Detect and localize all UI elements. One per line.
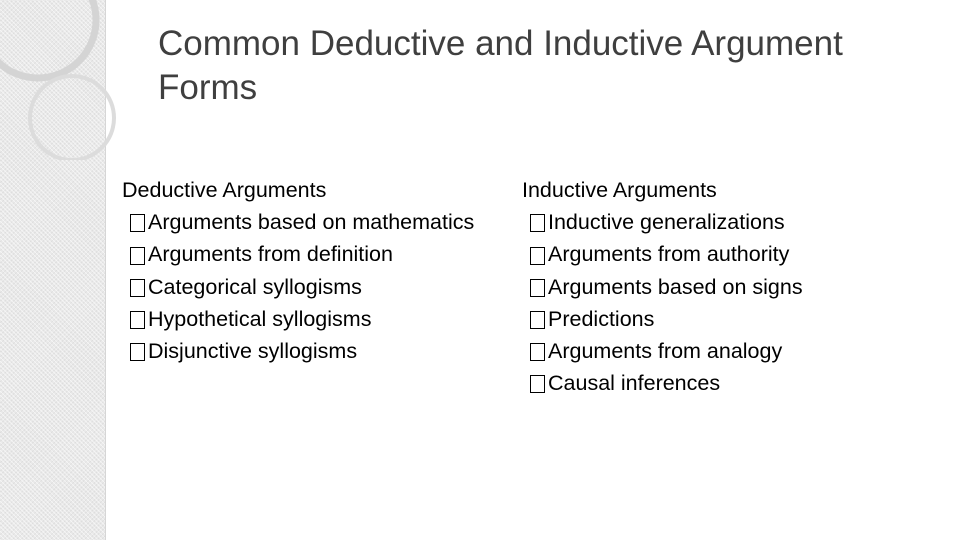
- list-item-label: Predictions: [548, 306, 655, 331]
- missing-glyph-box-icon: [530, 247, 545, 265]
- missing-glyph-box-icon: [130, 214, 145, 232]
- missing-glyph-box-icon: [130, 343, 145, 361]
- decorative-rings: [0, 0, 160, 160]
- list-item: [122, 206, 474, 238]
- inductive-list: [522, 206, 803, 399]
- list-item: [522, 271, 803, 303]
- inductive-heading: Inductive Arguments: [522, 178, 717, 202]
- list-item-label: Arguments based on mathematics: [148, 210, 475, 235]
- list-item-label: Inductive generalizations: [548, 210, 785, 235]
- missing-glyph-box-icon: [530, 343, 545, 361]
- ring-large: [0, 0, 96, 78]
- missing-glyph-box-icon: [130, 279, 145, 297]
- list-item: [522, 238, 803, 270]
- list-item-label: Hypothetical syllogisms: [148, 306, 372, 331]
- list-item-label: Arguments from definition: [148, 242, 393, 267]
- deductive-heading: Deductive Arguments: [122, 178, 327, 202]
- missing-glyph-box-icon: [530, 375, 545, 393]
- list-item-label: Arguments from analogy: [548, 339, 783, 364]
- missing-glyph-box-icon: [130, 311, 145, 329]
- list-item-label: Disjunctive syllogisms: [148, 339, 358, 364]
- list-item: [522, 335, 803, 367]
- list-item: [522, 206, 803, 238]
- deductive-list: [122, 206, 474, 367]
- list-item: [122, 303, 474, 335]
- list-item-label: Causal inferences: [548, 371, 721, 396]
- missing-glyph-box-icon: [130, 247, 145, 265]
- inductive-column: [522, 174, 803, 399]
- missing-glyph-box-icon: [530, 279, 545, 297]
- list-item: [122, 335, 474, 367]
- list-item: [122, 271, 474, 303]
- slide-title: Common Deductive and Inductive Argument Forms: [158, 24, 843, 107]
- list-item: [522, 303, 803, 335]
- list-item: [522, 367, 803, 399]
- missing-glyph-box-icon: [530, 214, 545, 232]
- ring-small: [30, 76, 114, 160]
- deductive-column: [122, 174, 474, 367]
- list-item-label: Arguments from authority: [548, 242, 790, 267]
- list-item-label: Arguments based on signs: [548, 274, 803, 299]
- missing-glyph-box-icon: [530, 311, 545, 329]
- list-item: [122, 238, 474, 270]
- list-item-label: Categorical syllogisms: [148, 274, 362, 299]
